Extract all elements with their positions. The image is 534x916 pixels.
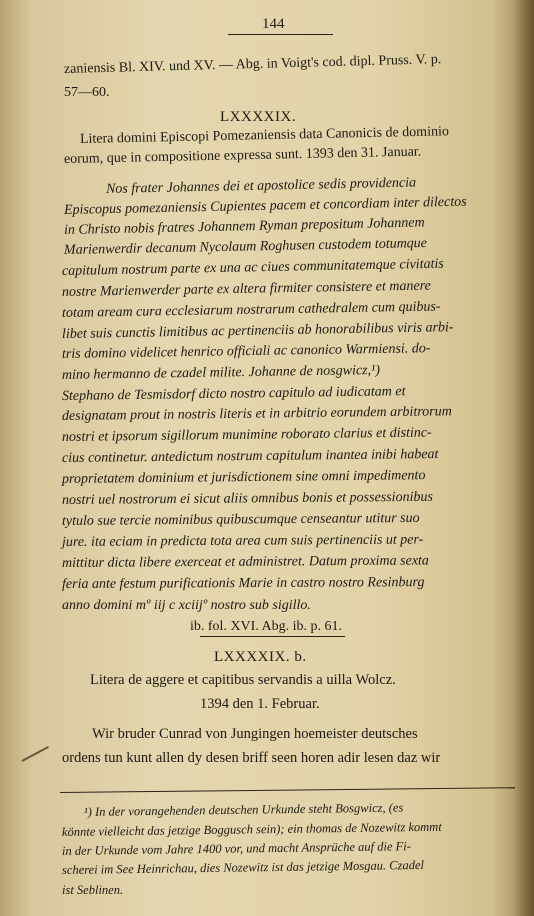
body-line: cius continetur. antedictum nostrum capitulum inantea inibi habeat <box>61 447 439 466</box>
document-date: 1394 den 1. Februar. <box>200 696 320 712</box>
body-line: proprietatem dominium et jurisdictionem sine omni impedimento <box>61 468 426 487</box>
footnote-line: ist Seblinen. <box>62 883 124 897</box>
body-line: ordens tun kunt allen dy desen briff seen horen adir lesen daz wir <box>62 750 441 766</box>
top-citation-line: 57—60. <box>64 85 110 100</box>
body-line: Stephano de Tesmisdorf dicto nostro capitulo ad iudicatam et <box>61 384 406 404</box>
body-line: jure. ita eciam in predicta tota area cum suis pertinenciis ut per- <box>61 532 424 550</box>
page-gutter-shadow <box>512 0 534 916</box>
body-line: tytulo sue tercie nominibus quibuscumque censeantur utitur suo <box>61 510 420 529</box>
pencil-mark <box>22 746 49 762</box>
document-title-line: Litera domini Episcopi Pomezaniensis data Canonicis de dominio <box>79 124 450 147</box>
body-line: tris domino videlicet henrico officiali ac canonico Warmiensi. do- <box>61 341 431 362</box>
body-line: nostre Marienwerder parte ex altera firmiter consistere et manere <box>61 278 431 300</box>
body-line: nostri uel nostrorum ei sicut aliis omnibus bonis et possessionibus <box>61 489 433 508</box>
body-line: feria ante festum purificationis Marie in castro nostro Resinburg <box>61 575 425 592</box>
document-number: LXXXXIX. <box>220 109 297 125</box>
body-line: Marienwerdir decanum Nycolaum Roghusen custodem totumque <box>63 236 428 258</box>
footnote-line: könnte vielleicht das jetzige Boggusch sein); ein thomas de Nozewitz kommt <box>61 819 442 839</box>
page-number: 144 <box>262 16 285 32</box>
body-line: anno domini mº iij c xciijº nostro sub sigillo. <box>62 598 311 613</box>
body-line: totam aream cura ecclesiarum nostrarum cathedralem cum quibus- <box>61 299 441 321</box>
body-line: mino hermanno de czadel milite. Johanne de nosgwicz,¹) <box>61 363 381 383</box>
document-number: LXXXXIX. b. <box>214 649 307 665</box>
body-line: nostri et ipsorum sigillorum munimine roborato clarius et distinc- <box>61 425 432 445</box>
body-line: capitulum nostrum parte ex una ac ciues communitatemque civitatis <box>61 256 444 279</box>
body-line: libet suis cunctis limitibus ac pertinenciis ab honorabilibus viris arbi- <box>61 320 454 342</box>
body-line: mittitur dicta libere exerceat et administret. Datum proxima sexta <box>61 553 429 571</box>
footnote-line: scherei im See Heinrichau, dies Nozewitz ist das jetzige Mosgau. Czadel <box>61 857 425 877</box>
header-rule <box>228 34 333 35</box>
section-rule <box>200 636 345 637</box>
body-line: in Christo nobis fratres Johannem Ryman prepositum Johannem <box>63 215 425 238</box>
document-title: Litera de aggere et capitibus servandis a uilla Wolcz. <box>90 672 396 688</box>
body-line: Episcopus pomezaniensis Cupientes pacem et concordiam inter dilectos <box>63 194 467 218</box>
footnote-rule <box>60 787 515 793</box>
document-title-line: eorum, que in compositione expressa sunt. 1393 den 31. Januar. <box>63 144 422 167</box>
top-citation-line: zaniensis Bl. XIV. und XV. — Abg. in Voigt's cod. dipl. Pruss. V. p. <box>63 52 442 77</box>
source-citation: ib. fol. XVI. Abg. ib. p. 61. <box>190 619 343 634</box>
footnote-line: ¹) In der vorangehenden deutschen Urkunde steht Bosgwicz, (es <box>83 800 404 819</box>
footnote-line: in der Urkunde vom Jahre 1400 vor, und macht Ansprüche auf die Fi- <box>61 839 411 858</box>
body-line: designatam prout in nostris literis et in arbitrio eorundem arbitrorum <box>61 404 452 424</box>
body-line: Wir bruder Cunrad von Jungingen hoemeister deutsches <box>92 726 418 742</box>
body-line: Nos frater Johannes dei et apostolice sedis providencia <box>105 175 417 197</box>
